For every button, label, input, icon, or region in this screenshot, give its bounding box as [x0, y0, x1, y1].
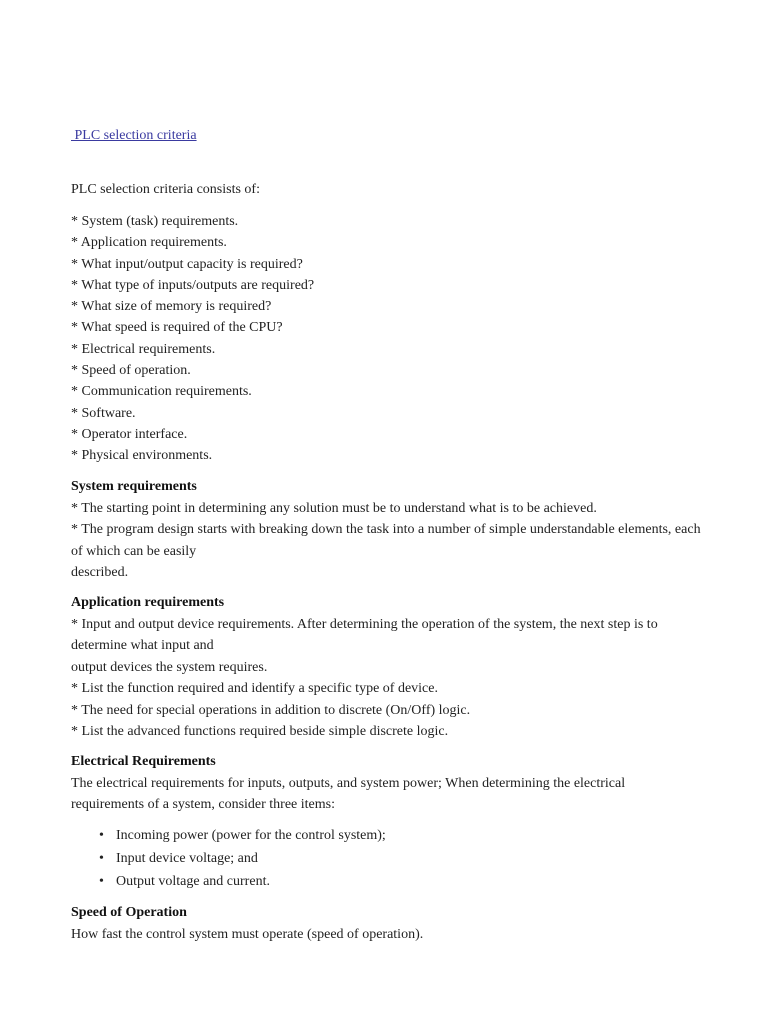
electrical-requirements-section	[71, 751, 701, 893]
list-item: * System (task) requirements.	[71, 214, 239, 229]
list-item: * Software.	[71, 405, 136, 421]
list-item-text: Input device voltage; and	[116, 850, 258, 866]
speed-of-operation-section	[71, 902, 701, 945]
list-item: * What speed is required of the CPU?	[71, 320, 283, 336]
bullet-icon: •	[99, 850, 104, 866]
section-heading: Speed of Operation	[71, 905, 187, 920]
paragraph-line: * Input and output device requirements. After determining the operation of the system, the next step is to determine what input and	[71, 616, 658, 653]
list-item: * Electrical requirements.	[71, 341, 216, 357]
bullet-icon: •	[99, 827, 104, 843]
paragraph-text: The electrical requirements for inputs, outputs, and system power; When determining the electrical requirements of a system, consider three items:	[71, 775, 626, 812]
intro-text: PLC selection criteria consists of:	[71, 182, 260, 197]
paragraph-line: * The program design starts with breaking down the task into a number of simple understandable elements, each of which can be easily	[71, 522, 701, 559]
paragraph-line: * The need for special operations in addition to discrete (On/Off) logic.	[71, 702, 471, 718]
list-item	[99, 824, 701, 847]
bullet-icon: •	[99, 874, 104, 890]
paragraph-text: How fast the control system must operate (speed of operation).	[71, 926, 424, 942]
list-item: * Application requirements.	[71, 235, 227, 251]
paragraph-line: described.	[71, 565, 129, 580]
list-item	[99, 847, 701, 870]
electrical-items-list	[71, 824, 701, 894]
list-item-text: Incoming power (power for the control system);	[116, 827, 386, 843]
plc-selection-criteria-link[interactable]: PLC selection criteria	[71, 128, 197, 143]
paragraph-line: * The starting point in determining any solution must be to understand what is to be achieved.	[71, 500, 597, 516]
list-item: * What type of inputs/outputs are required?	[71, 277, 315, 293]
list-item: * Communication requirements.	[71, 384, 252, 400]
paragraph-line: * List the function required and identify a specific type of device.	[71, 681, 438, 696]
list-item: * Operator interface.	[71, 426, 188, 442]
list-item: * What size of memory is required?	[71, 299, 272, 315]
list-item: * Physical environments.	[71, 448, 213, 464]
list-item: * Speed of operation.	[71, 363, 191, 379]
section-heading: System requirements	[71, 479, 197, 494]
paragraph-line: output devices the system requires.	[71, 659, 268, 675]
system-requirements-section	[71, 476, 701, 584]
list-item: * What input/output capacity is required?	[71, 256, 303, 272]
section-heading: Application requirements	[71, 595, 225, 610]
paragraph-line: * List the advanced functions required beside simple discrete logic.	[71, 724, 449, 739]
list-item	[99, 870, 701, 893]
section-heading: Electrical Requirements	[71, 754, 216, 769]
list-item-text: Output voltage and current.	[116, 874, 270, 890]
criteria-list	[71, 211, 314, 467]
application-requirements-section	[71, 592, 701, 743]
